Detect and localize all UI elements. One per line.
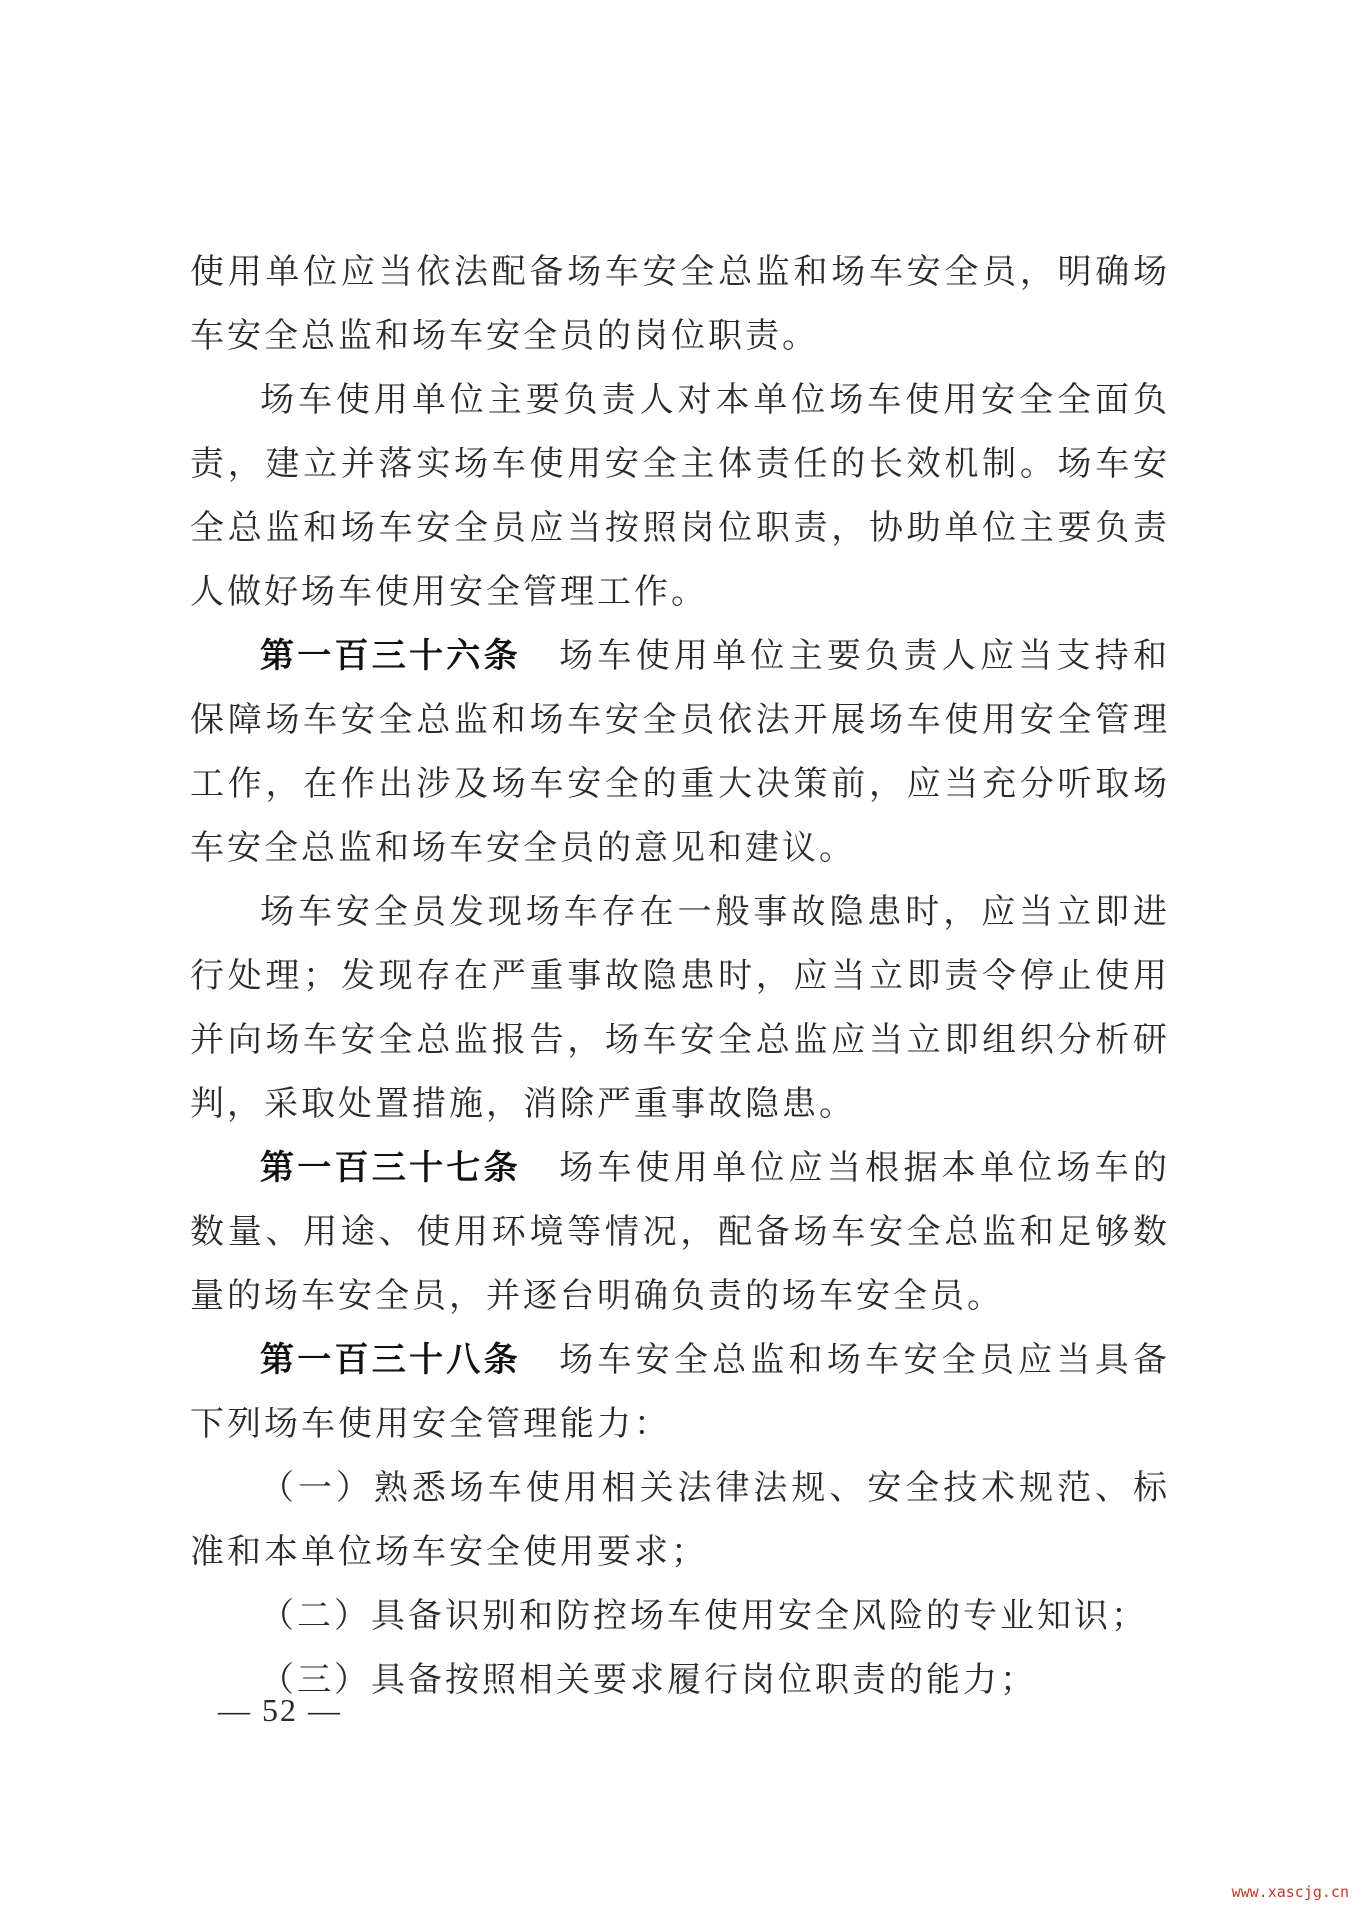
page-number: — 52 —: [218, 1692, 342, 1728]
paragraph-text: 使用单位应当依法配备场车安全总监和场车安全员，明确场车安全总监和场车安全员的岗位职责。: [190, 252, 1170, 356]
paragraph-text: 场车使用单位主要负责人对本单位场车使用安全全面负责，建立并落实场车使用安全主体责任的长效机制。场车安全总监和场车安全员应当按照岗位职责，协助单位主要负责人做好场车使用安全管理工作。: [190, 380, 1170, 612]
paragraph-text: （一）熟悉场车使用相关法律法规、安全技术规范、标准和本单位场车安全使用要求；: [190, 1468, 1170, 1572]
paragraph: [190, 240, 1170, 368]
article-heading: 第一百三十八条: [260, 1340, 521, 1380]
paragraph-text: 场车安全总监和场车安全员应当具备下列场车使用安全管理能力：: [190, 1340, 1171, 1444]
article-136: [190, 624, 1170, 880]
document-body: [190, 240, 1170, 1712]
paragraph-text: （二）具备识别和防控场车使用安全风险的专业知识；: [260, 1596, 1148, 1636]
paragraph-text: 场车使用单位应当根据本单位场车的数量、用途、使用环境等情况，配备场车安全总监和足够数量的场车安全员，并逐台明确负责的场车安全员。: [190, 1148, 1171, 1316]
article-heading: 第一百三十六条: [260, 636, 521, 676]
article-138: [190, 1328, 1170, 1456]
paragraph-text: （三）具备按照相关要求履行岗位职责的能力；: [260, 1660, 1037, 1700]
paragraph-text: 场车使用单位主要负责人应当支持和保障场车安全总监和场车安全员依法开展场车使用安全管理工作，在作出涉及场车安全的重大决策前，应当充分听取场车安全总监和场车安全员的意见和建议。: [190, 636, 1171, 868]
paragraph-text: 场车安全员发现场车存在一般事故隐患时，应当立即进行处理；发现存在严重事故隐患时，应当立即责令停止使用并向场车安全总监报告，场车安全总监应当立即组织分析研判，采取处置措施，消除严重事故隐患。: [190, 892, 1170, 1124]
paragraph: [190, 368, 1170, 624]
watermark-url: www.xascjg.cn: [1231, 1883, 1349, 1901]
paragraph: [190, 880, 1170, 1136]
article-heading: 第一百三十七条: [260, 1148, 521, 1188]
list-item: [190, 1456, 1170, 1584]
list-item: [190, 1584, 1170, 1648]
article-137: [190, 1136, 1170, 1328]
